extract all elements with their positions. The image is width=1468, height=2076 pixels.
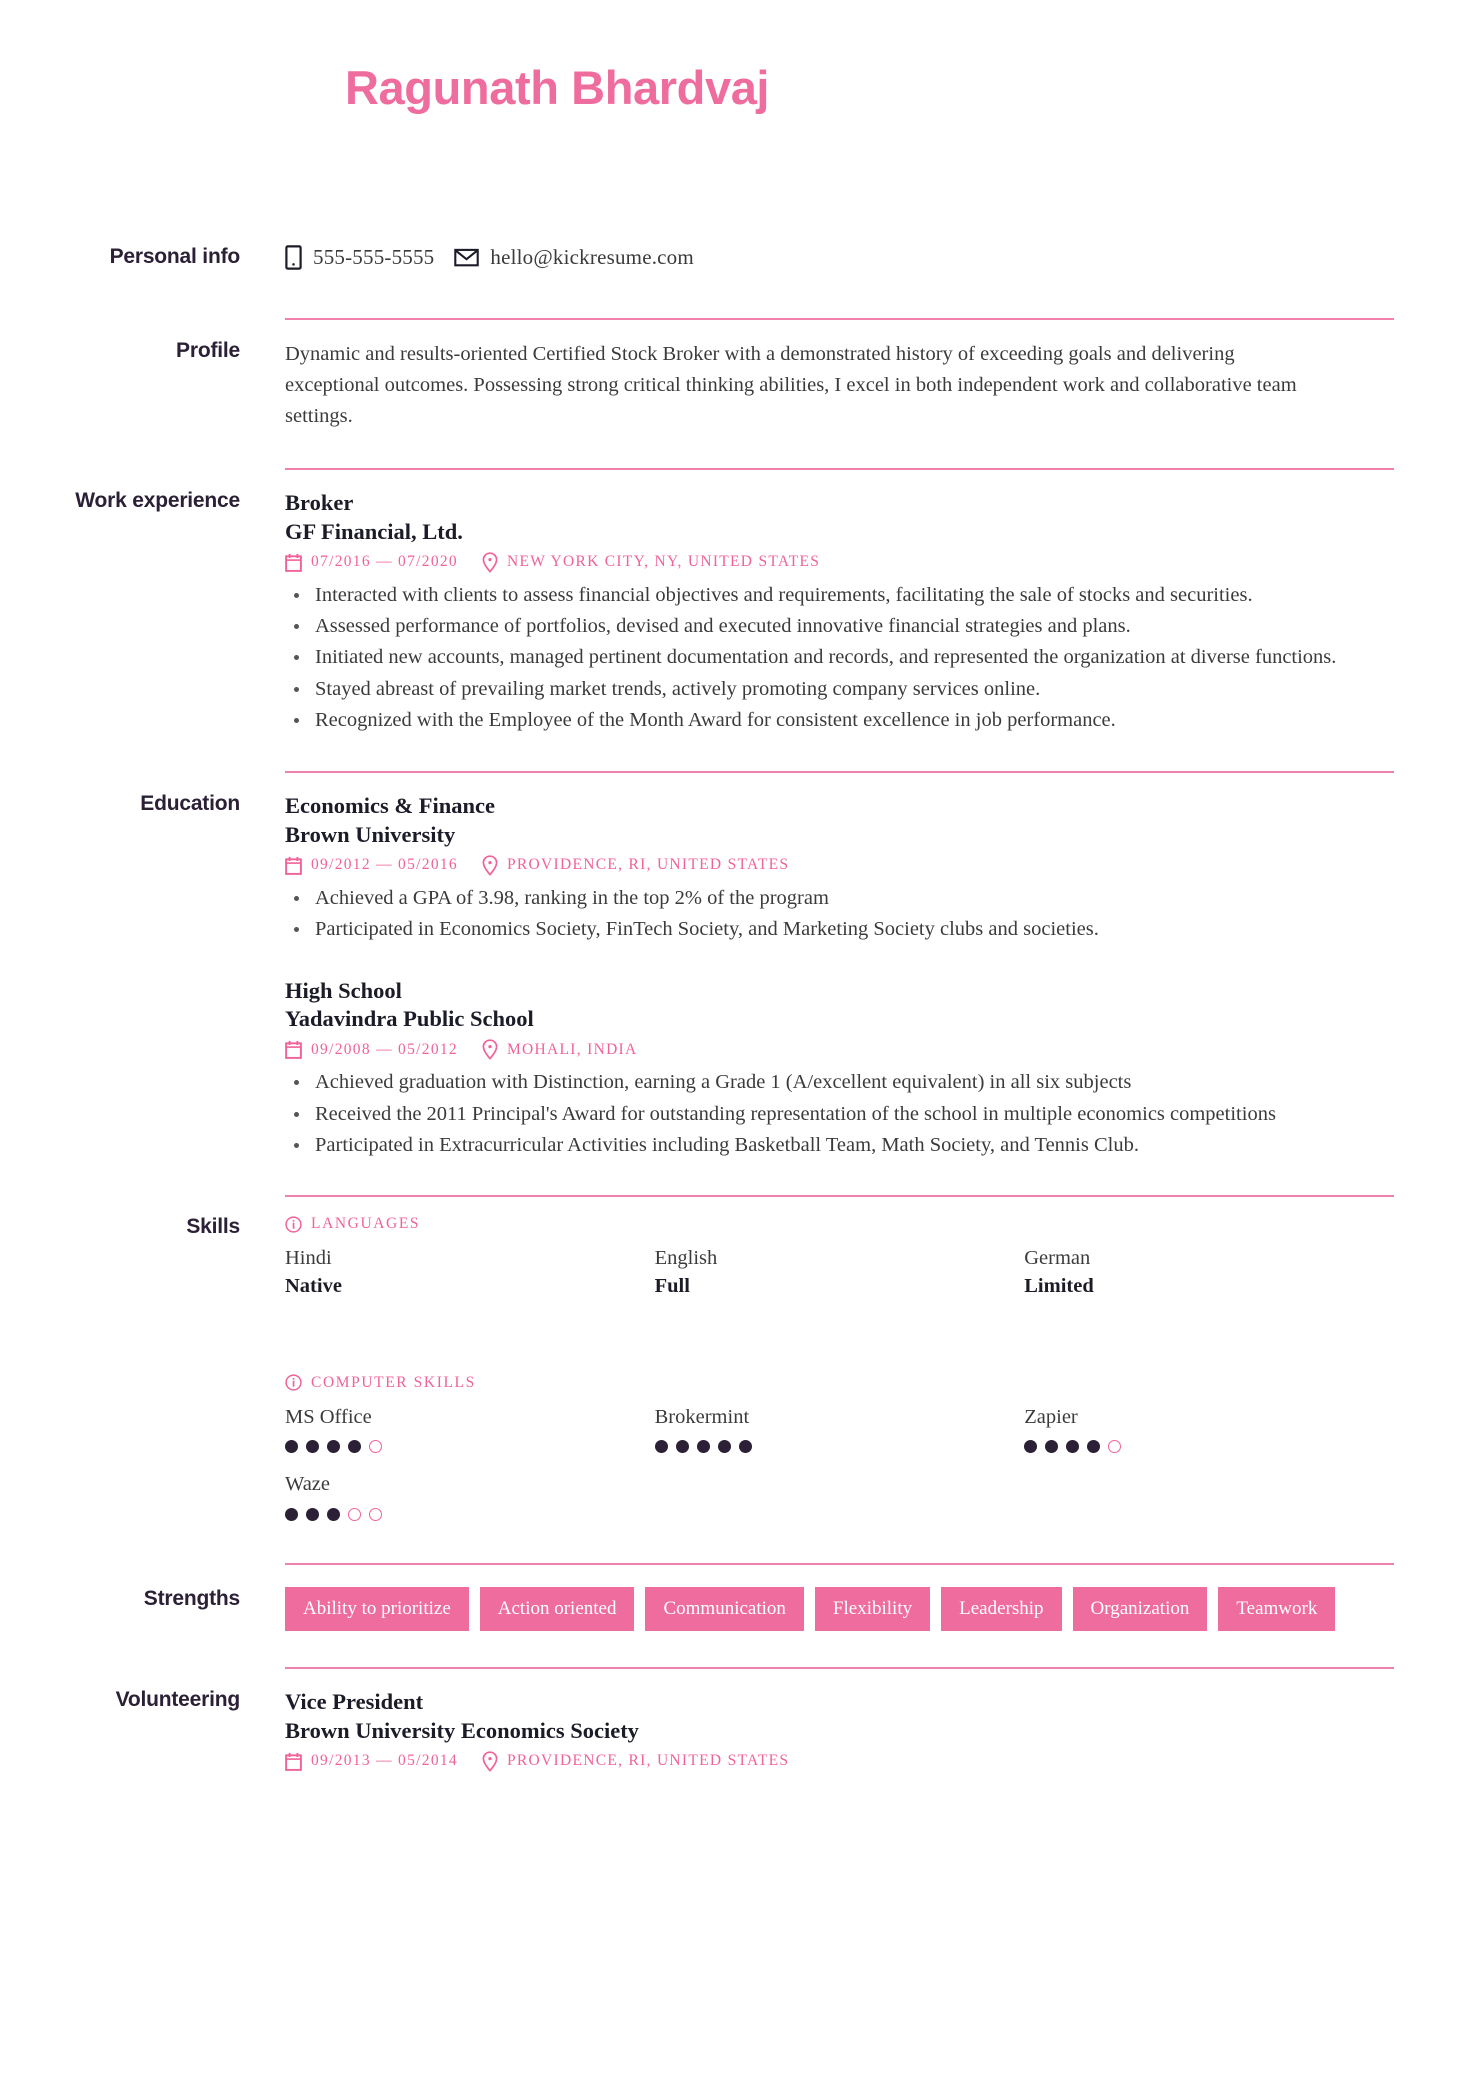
entry-dates: 09/2013 — 05/2014	[311, 1752, 458, 1769]
calendar-icon	[285, 1752, 302, 1771]
skill-rating-dots	[1024, 1440, 1374, 1453]
rating-dot-filled	[739, 1440, 752, 1453]
section-divider	[285, 771, 1394, 773]
entry-dates: 07/2016 — 07/2020	[311, 553, 458, 571]
skill-group-title: COMPUTER SKILLS	[311, 1373, 476, 1391]
section-label-work-experience: Work experience	[75, 489, 240, 513]
computer-skill-name: Waze	[285, 1473, 331, 1496]
divider-row-profile	[0, 318, 1468, 320]
section-work-experience	[0, 489, 1468, 736]
phone-number: 555-555-5555	[313, 244, 435, 269]
section-label-education: Education	[140, 792, 240, 816]
section-label-profile: Profile	[176, 338, 240, 362]
info-circle-icon	[285, 1216, 302, 1233]
language-level: Native	[285, 1274, 342, 1297]
volunteering-entry	[285, 1688, 1394, 1772]
divider-row-strengths	[0, 1563, 1468, 1565]
bullet-item: Participated in Economics Society, FinTech Society, and Marketing Society clubs and societies.	[285, 914, 1394, 944]
computer-skill-name: Zapier	[1024, 1405, 1078, 1428]
language-level: Full	[654, 1274, 690, 1297]
computer-skill-name: Brokermint	[654, 1405, 750, 1428]
language-item	[655, 1245, 1025, 1300]
school-name: Yadavindra Public School	[285, 1006, 534, 1032]
entry-meta	[285, 1039, 1394, 1060]
rating-dot-filled	[306, 1508, 319, 1521]
skill-group-computer-skills	[285, 1374, 1394, 1539]
divider-row-education	[0, 771, 1468, 773]
section-education	[0, 792, 1468, 1161]
section-divider	[285, 318, 1394, 320]
section-label-skills: Skills	[186, 1215, 240, 1239]
rating-dot-empty	[369, 1508, 382, 1521]
section-strengths	[0, 1587, 1468, 1631]
school-name: Brown University	[285, 822, 456, 848]
email-address: hello@kickresume.com	[490, 244, 694, 269]
rating-dot-filled	[327, 1440, 340, 1453]
location-pin-icon	[482, 1751, 498, 1772]
bullet-item: Achieved a GPA of 3.98, ranking in the top 2% of the program	[285, 883, 1394, 913]
entry-location: PROVIDENCE, RI, UNITED STATES	[506, 856, 790, 874]
candidate-name: Ragunath Bhardvaj	[345, 61, 770, 114]
section-volunteering	[0, 1688, 1468, 1772]
entry-location: NEW YORK CITY, NY, UNITED STATES	[506, 553, 821, 571]
section-label-volunteering: Volunteering	[115, 1687, 240, 1711]
computer-skill-item	[285, 1471, 655, 1521]
section-divider	[285, 1195, 1394, 1197]
computer-skill-item	[285, 1404, 655, 1454]
computer-skill-item	[1024, 1404, 1394, 1454]
section-personal-info	[0, 245, 1468, 270]
entry-location: MOHALI, INDIA	[506, 1040, 638, 1058]
entry-dates: 09/2012 — 05/2016	[311, 856, 458, 874]
location-pin-icon	[482, 552, 498, 573]
location-pin-icon	[482, 855, 498, 876]
divider-row-work	[0, 468, 1468, 470]
rating-dot-filled	[697, 1440, 710, 1453]
rating-dot-filled	[655, 1440, 668, 1453]
education-bullets	[285, 1067, 1394, 1160]
bullet-item: Participated in Extracurricular Activities including Basketball Team, Math Society, and Tennis Club.	[285, 1130, 1394, 1160]
strength-tag: Communication	[645, 1587, 803, 1631]
section-label-personal-info: Personal info	[109, 244, 240, 268]
strength-tag: Teamwork	[1218, 1587, 1335, 1631]
section-label-strengths: Strengths	[143, 1586, 240, 1610]
rating-dot-filled	[718, 1440, 731, 1453]
section-divider	[285, 1563, 1394, 1565]
calendar-icon	[285, 1040, 302, 1059]
personal-info-content	[285, 245, 1394, 270]
company-name: GF Financial, Ltd.	[285, 518, 463, 544]
location-pin-icon	[482, 1039, 498, 1060]
calendar-icon	[285, 856, 302, 875]
volunteer-organization: Brown University Economics Society	[285, 1717, 639, 1743]
rating-dot-empty	[1108, 1440, 1121, 1453]
strength-tag: Leadership	[941, 1587, 1061, 1631]
language-name: Hindi	[285, 1247, 332, 1270]
bullet-item: Recognized with the Employee of the Month Award for consistent excellence in job performance.	[285, 705, 1394, 735]
language-name: English	[654, 1247, 718, 1270]
strength-tag: Organization	[1073, 1587, 1208, 1631]
bullet-item: Received the 2011 Principal's Award for outstanding representation of the school in multiple economics competitions	[285, 1099, 1394, 1129]
skill-group-heading	[285, 1374, 1394, 1392]
degree-title: Economics & Finance	[285, 793, 495, 819]
strength-tag: Ability to prioritize	[285, 1587, 469, 1631]
language-level: Limited	[1024, 1274, 1094, 1297]
rating-dot-empty	[369, 1440, 382, 1453]
skill-rating-dots	[285, 1508, 635, 1521]
degree-title: High School	[285, 977, 402, 1003]
education-entry	[285, 792, 1394, 944]
rating-dot-filled	[676, 1440, 689, 1453]
rating-dot-filled	[1087, 1440, 1100, 1453]
entry-location: PROVIDENCE, RI, UNITED STATES	[506, 1752, 790, 1769]
computer-skills-grid	[285, 1404, 1394, 1539]
strength-tag-list	[285, 1587, 1394, 1631]
rating-dot-filled	[1066, 1440, 1079, 1453]
bullet-item: Achieved graduation with Distinction, earning a Grade 1 (A/excellent equivalent) in all six subjects	[285, 1067, 1394, 1097]
strength-tag: Flexibility	[815, 1587, 930, 1631]
section-profile	[0, 339, 1468, 432]
rating-dot-empty	[348, 1508, 361, 1521]
skill-group-title: LANGUAGES	[311, 1215, 421, 1233]
entry-dates: 09/2008 — 05/2012	[311, 1040, 458, 1058]
volunteer-role: Vice President	[285, 1688, 424, 1714]
section-skills	[0, 1215, 1468, 1539]
skill-rating-dots	[655, 1440, 1005, 1453]
rating-dot-filled	[1024, 1440, 1037, 1453]
work-bullets	[285, 580, 1394, 736]
strength-tag: Action oriented	[480, 1587, 635, 1631]
entry-meta	[285, 1751, 1394, 1772]
calendar-icon	[285, 553, 302, 572]
mobile-phone-icon	[285, 245, 302, 270]
job-title: Broker	[285, 490, 354, 516]
skill-group-heading	[285, 1215, 1394, 1233]
rating-dot-filled	[285, 1440, 298, 1453]
rating-dot-filled	[348, 1440, 361, 1453]
bullet-item: Assessed performance of portfolios, devised and executed innovative financial strategies and plans.	[285, 611, 1394, 641]
skill-group-languages	[285, 1215, 1394, 1318]
profile-text: Dynamic and results-oriented Certified Stock Broker with a demonstrated history of exceeding goals and delivering exceptional outcomes. Possessing strong critical thinking abilities, I excel in both independent work and collaborative team settings.	[285, 342, 1297, 427]
work-entry	[285, 489, 1394, 735]
divider-row-volunteering	[0, 1667, 1468, 1669]
bullet-item: Interacted with clients to assess financial objectives and requirements, facilitating the sale of stocks and securities.	[285, 580, 1394, 610]
section-divider	[285, 468, 1394, 470]
language-name: German	[1024, 1247, 1091, 1270]
language-item	[1024, 1245, 1394, 1300]
bullet-item: Stayed abreast of prevailing market trends, actively promoting company services online.	[285, 674, 1394, 704]
computer-skill-item	[655, 1404, 1025, 1454]
bullet-item: Initiated new accounts, managed pertinent documentation and records, and represented the organization at diverse functions.	[285, 642, 1394, 672]
divider-row-skills	[0, 1195, 1468, 1197]
rating-dot-filled	[306, 1440, 319, 1453]
education-bullets	[285, 883, 1394, 945]
education-entry	[285, 977, 1394, 1161]
section-divider	[285, 1667, 1394, 1669]
email-item	[454, 244, 694, 269]
rating-dot-filled	[285, 1508, 298, 1521]
entry-meta	[285, 552, 1394, 573]
computer-skill-name: MS Office	[285, 1405, 372, 1428]
phone-item	[285, 245, 434, 270]
info-circle-icon	[285, 1374, 302, 1391]
envelope-icon	[454, 248, 479, 267]
rating-dot-filled	[1045, 1440, 1058, 1453]
entry-meta	[285, 855, 1394, 876]
resume-header	[0, 0, 1468, 114]
skill-rating-dots	[285, 1440, 635, 1453]
language-item	[285, 1245, 655, 1300]
rating-dot-filled	[327, 1508, 340, 1521]
